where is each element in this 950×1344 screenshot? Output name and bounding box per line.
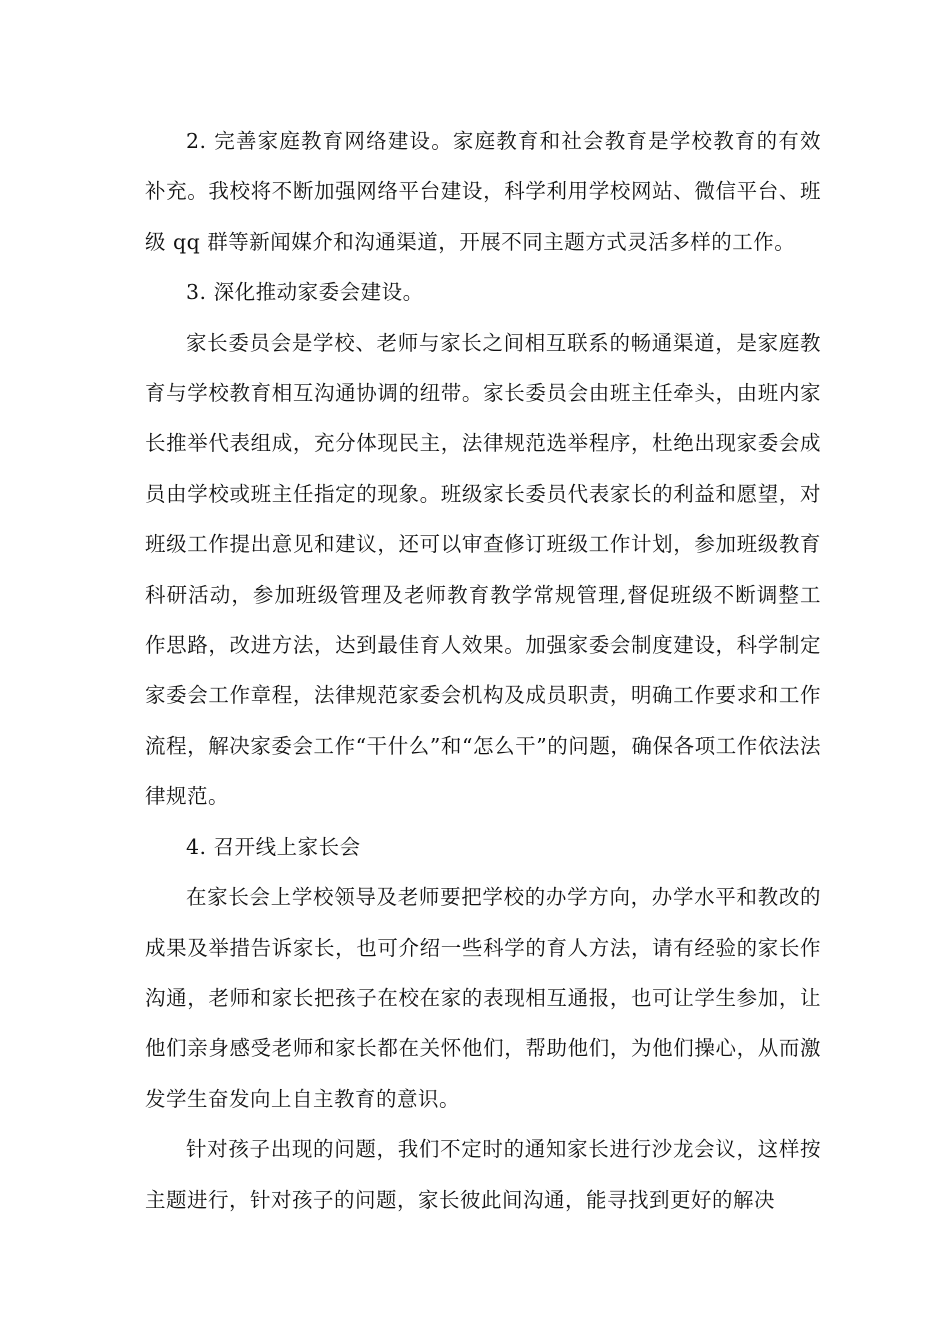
paragraph-salon-meeting: 针对孩子出现的问题，我们不定时的通知家长进行沙龙会议，这样按主题进行，针对孩子的问题，家长彼此间沟通，能寻找到更好的解决 xyxy=(145,1137,821,1212)
heading-parent-committee: 3. 深化推动家委会建设。 xyxy=(186,280,424,305)
heading-online-meeting: 4. 召开线上家长会 xyxy=(186,834,361,859)
paragraph-parent-meeting: 在家长会上学校领导及老师要把学校的办学方向，办学水平和教改的成果及举措告诉家长，也可介绍一些科学的育人方法，请有经验的家长作沟通，老师和家长把孩子在校在家的表现相互通报，也可让学生参加，让他们亲身感受老师和家长都在关怀他们，帮助他们，为他们操心，从而激发学生奋发向上自主教育的意识。 xyxy=(145,885,821,1111)
paragraph-parent-committee: 家长委员会是学校、老师与家长之间相互联系的畅通渠道，是家庭教育与学校教育相互沟通协调的纽带。家长委员会由班主任牵头，由班内家长推举代表组成，充分体现民主，法律规范选举程序，杜绝出现家委会成员由学校或班主任指定的现象。班级家长委员代表家长的利益和愿望，对班级工作提出意见和建议，还可以审查修订班级工作计划，参加班级教育科研活动，参加班级管理及老师教育教学常规管理,督促班级不断调整工作思路，改进方法，达到最佳育人效果。加强家委会制度建设，科学制定家委会工作章程，法律规范家委会机构及成员职责，明确工作要求和工作流程，解决家委会工作“干什么”和“怎么干”的问题，确保各项工作依法法律规范。 xyxy=(145,330,821,809)
document-body xyxy=(145,116,821,1225)
paragraph-family-network: 2. 完善家庭教育网络建设。家庭教育和社会教育是学校教育的有效补充。我校将不断加强网络平台建设，科学利用学校网站、微信平台、班级 qq 群等新闻媒介和沟通渠道，开展不同主题方式灵活多样的工作。 xyxy=(145,129,821,254)
